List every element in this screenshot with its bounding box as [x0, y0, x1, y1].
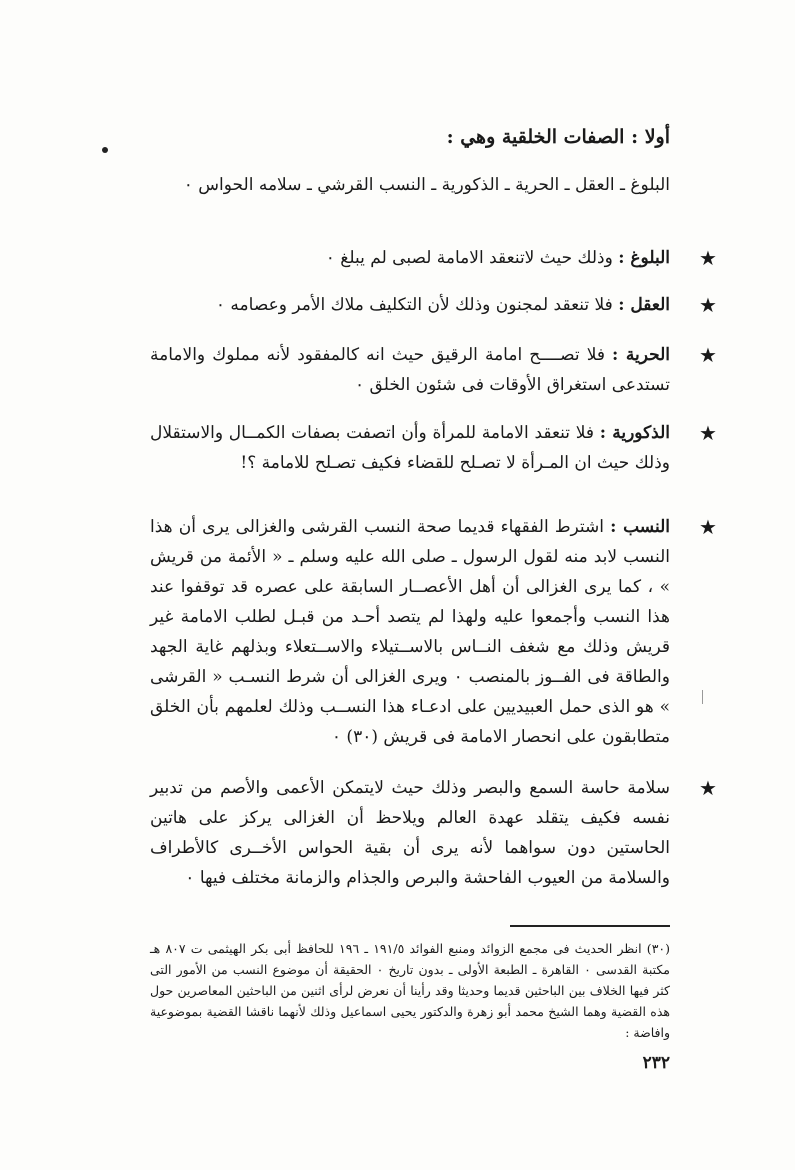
list-item-mind: [150, 290, 717, 320]
intro-paragraph: البلوغ ـ العقل ـ الحرية ـ الذكورية ـ النسب القرشي ـ سلامه الحواس ٠: [183, 175, 670, 195]
margin-mark: [702, 690, 703, 704]
document-page: [150, 0, 717, 1170]
item-text: فلا تصــــح امامة الرقيق حيث انه كالمفقود لأنه مملوك والامامة تستدعى استغراق الأوقات فى شئون الخلق ٠: [150, 345, 670, 395]
star-bullet-icon: ★: [699, 776, 717, 800]
section-heading: أولا : الصفات الخلقية وهي :: [446, 126, 670, 148]
list-item-puberty: [150, 243, 717, 273]
star-bullet-icon: ★: [699, 421, 717, 445]
item-term: العقل :: [618, 295, 670, 315]
list-item-masculinity: [150, 418, 717, 478]
footnote: (٣٠) انظر الحديث فى مجمع الزوائد ومنبع الفوائد ١٩١/٥ ـ ١٩٦ للحافظ أبى بكر الهيثمى ت ٨٠٧ هـ مكتبة القدسى ٠ القاهرة ـ الطبعة الأولى ـ بدون تاريخ ٠ الحقيقة أن موضوع النسب من الأمور التى كثر فيها الخلاف بين الباحثين قديما وحديثا وقد رأينا أن نعرض لرأى اثنين من الباحثين المعاصرين حول هذه القضية وهما الشيخ محمد أبو زهرة والدكتور يحيى اسماعيل وذلك لأنهما ناقشا القضية بموضوعية وافاضة :: [150, 941, 671, 1040]
item-text: وذلك حيث لاتنعقد الامامة لصبى لم يبلغ ٠: [325, 248, 619, 268]
star-bullet-icon: ★: [699, 343, 717, 367]
star-bullet-icon: ★: [699, 246, 717, 270]
item-text: فلا تنعقد لمجنون وذلك لأن التكليف ملاك الأمر وعصامه ٠: [215, 295, 619, 315]
list-item-senses: [150, 773, 717, 893]
star-bullet-icon: ★: [699, 515, 717, 539]
item-text: سلامة حاسة السمع والبصر وذلك حيث لايتمكن الأعمى والأصم من تدبير نفسه فكيف يتقلد عهدة العالم ويلاحظ أن الغزالى يركز على هاتين الحاستين دون سواهما لأنه يرى أن بقية الحواس الأخــرى كالأطراف والسلامة من العيوب الفاحشة والبرص والجذام والزمانة مختلف فيها ٠: [150, 778, 670, 888]
footnote-divider: [510, 925, 670, 927]
page-number: ٢٣٢: [642, 1053, 670, 1073]
item-term: النسب :: [610, 517, 670, 537]
star-bullet-icon: ★: [699, 293, 717, 317]
item-text: فلا تنعقد الامامة للمرأة وأن اتصفت بصفات الكمــال والاستقلال وذلك حيث ان المـرأة لا تصـلح للقضاء فكيف تصـلح للامامة ؟!: [150, 423, 670, 473]
stray-dot-mark: [102, 147, 108, 153]
item-term: الحرية :: [612, 345, 671, 365]
item-term: الذكورية :: [599, 423, 670, 443]
item-term: البلوغ :: [618, 248, 670, 268]
item-text: اشترط الفقهاء قديما صحة النسب القرشى والغزالى يرى أن هذا النسب لابد منه لقول الرسول ـ صلى الله عليه وسلم ـ « الأئمة من قريش » ، كما يرى الغزالى أن أهل الأعصــار السابقة على عصره قد توقفوا عند هذا النسب وأجمعوا عليه ولهذا لم يتصد أحـد من قبـل لطلب الامامة غير قريش وذلك مع شغف النــاس بالاســتيلاء والاســتعلاء وبذلهم غاية الجهد والطاقة فى الفــوز بالمنصب ٠ ويرى الغزالى أن شرط النسـب « القرشى » هو الذى حمل العبيديين على ادعـاء هذا النســب وذلك لعلمهم بأن الخلق متطابقون على انحصار الامامة فى قريش (٣٠) ٠: [150, 517, 670, 747]
list-item-lineage: [150, 512, 717, 752]
list-item-freedom: [150, 340, 717, 400]
